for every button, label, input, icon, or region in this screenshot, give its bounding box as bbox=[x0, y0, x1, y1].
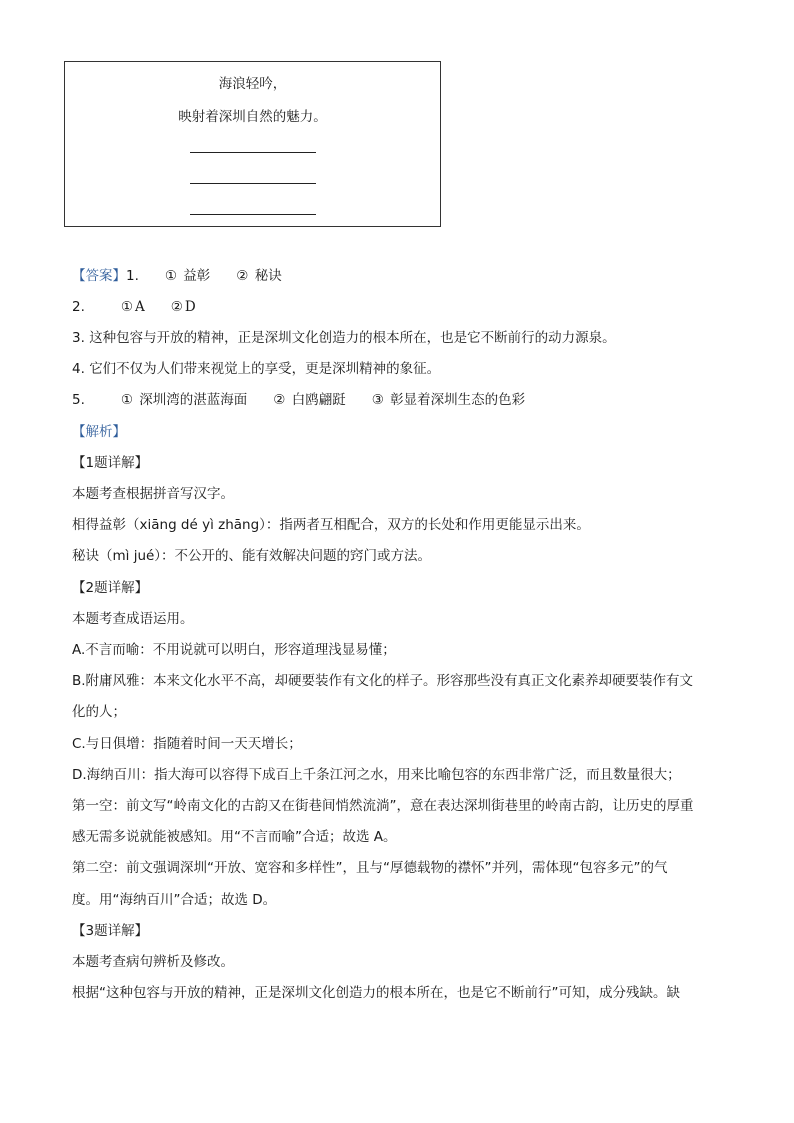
paragraph-line: A.不言而喻：不用说就可以明白，形容道理浅显易懂； bbox=[72, 642, 396, 658]
paragraph-line: 本题考查成语运用。 bbox=[72, 611, 194, 627]
question-number: 2. bbox=[72, 299, 85, 315]
answer-text: 这种包容与开放的精神，正是深圳文化创造力的根本所在，也是它不断前行的动力源泉。 bbox=[89, 330, 616, 346]
answer-line-1 bbox=[72, 267, 282, 285]
answer-option: 秘诀 bbox=[254, 268, 282, 284]
paragraph-line: 相得益彰（xiāng dé yì zhāng）：指两者互相配合，双方的长处和作用更能显示出来。 bbox=[72, 517, 590, 533]
paragraph-line: 第二空：前文强调深圳“开放、宽容和多样性”，且与“厚德载物的襟怀”并列，需体现“包容多元”的气 bbox=[72, 860, 668, 876]
question-number: 3. bbox=[72, 330, 85, 346]
question-number: 5. bbox=[72, 392, 85, 408]
paragraph-line: 感无需多说就能被感知。用“不言而喻”合适；故选 A。 bbox=[72, 829, 397, 845]
answer-line-4 bbox=[72, 360, 440, 378]
answer-option: 深圳湾的湛蓝海面 bbox=[139, 392, 248, 408]
paragraph-line: 本题考查病句辨析及修改。 bbox=[72, 954, 234, 970]
answer-tag: 【答案】 bbox=[72, 268, 126, 284]
paragraph-line: 化的人； bbox=[72, 704, 126, 720]
fill-blank-line bbox=[190, 214, 316, 215]
answer-option: 白鸥翩跹 bbox=[291, 392, 346, 408]
paragraph-line: D.海纳百川：指大海可以容得下成百上千条江河之水，用来比喻包容的东西非常广泛，而且数量很大； bbox=[72, 767, 681, 783]
paragraph-line: 根据“这种包容与开放的精神，正是深圳文化创造力的根本所在，也是它不断前行”可知，成分残缺。缺 bbox=[72, 985, 680, 1001]
paragraph-line: 第一空：前文写“岭南文化的古韵又在街巷间悄然流淌”，意在表达深圳街巷里的岭南古韵，让历史的厚重 bbox=[72, 798, 694, 814]
section-heading: 【2题详解】 bbox=[72, 580, 149, 596]
circled-number-1: ① bbox=[120, 299, 133, 315]
paragraph-line: 本题考查根据拼音写汉字。 bbox=[72, 486, 234, 502]
poem-line-1: 海浪轻吟， bbox=[218, 76, 287, 92]
circled-number-2: ② bbox=[170, 299, 183, 315]
section-heading: 【3题详解】 bbox=[72, 923, 149, 939]
analysis-tag: 【解析】 bbox=[72, 424, 126, 440]
circled-number-3: ③ bbox=[371, 392, 384, 408]
paragraph-line: B.附庸风雅：本来文化水平不高，却硬要装作有文化的样子。形容那些没有真正文化素养却硬要装作有文 bbox=[72, 673, 694, 689]
poem-box bbox=[64, 61, 441, 227]
answer-line-5 bbox=[72, 391, 525, 409]
paragraph-line: C.与日俱增：指随着时间一天天增长； bbox=[72, 736, 302, 752]
answer-option: 彰显着深圳生态的色彩 bbox=[390, 392, 526, 408]
paragraph-line: 度。用“海纳百川”合适；故选 D。 bbox=[72, 892, 277, 908]
answer-text: 它们不仅为人们带来视觉上的享受，更是深圳精神的象征。 bbox=[89, 361, 441, 377]
answer-line-2 bbox=[72, 298, 196, 316]
section-heading: 【1题详解】 bbox=[72, 455, 149, 471]
circled-number-2: ② bbox=[236, 268, 249, 284]
answer-option: D bbox=[184, 299, 196, 315]
poem-line-2: 映射着深圳自然的魅力。 bbox=[178, 109, 327, 125]
fill-blank-line bbox=[190, 183, 316, 184]
circled-number-1: ① bbox=[164, 268, 177, 284]
answer-option: A bbox=[135, 299, 145, 315]
question-number: 1. bbox=[126, 268, 139, 284]
circled-number-2: ② bbox=[273, 392, 286, 408]
question-number: 4. bbox=[72, 361, 85, 377]
circled-number-1: ① bbox=[120, 392, 133, 408]
answer-line-3 bbox=[72, 329, 616, 347]
fill-blank-line bbox=[190, 152, 316, 153]
paragraph-line: 秘诀（mì jué）：不公开的、能有效解决问题的窍门或方法。 bbox=[72, 548, 432, 564]
answer-option: 益彰 bbox=[183, 268, 211, 284]
